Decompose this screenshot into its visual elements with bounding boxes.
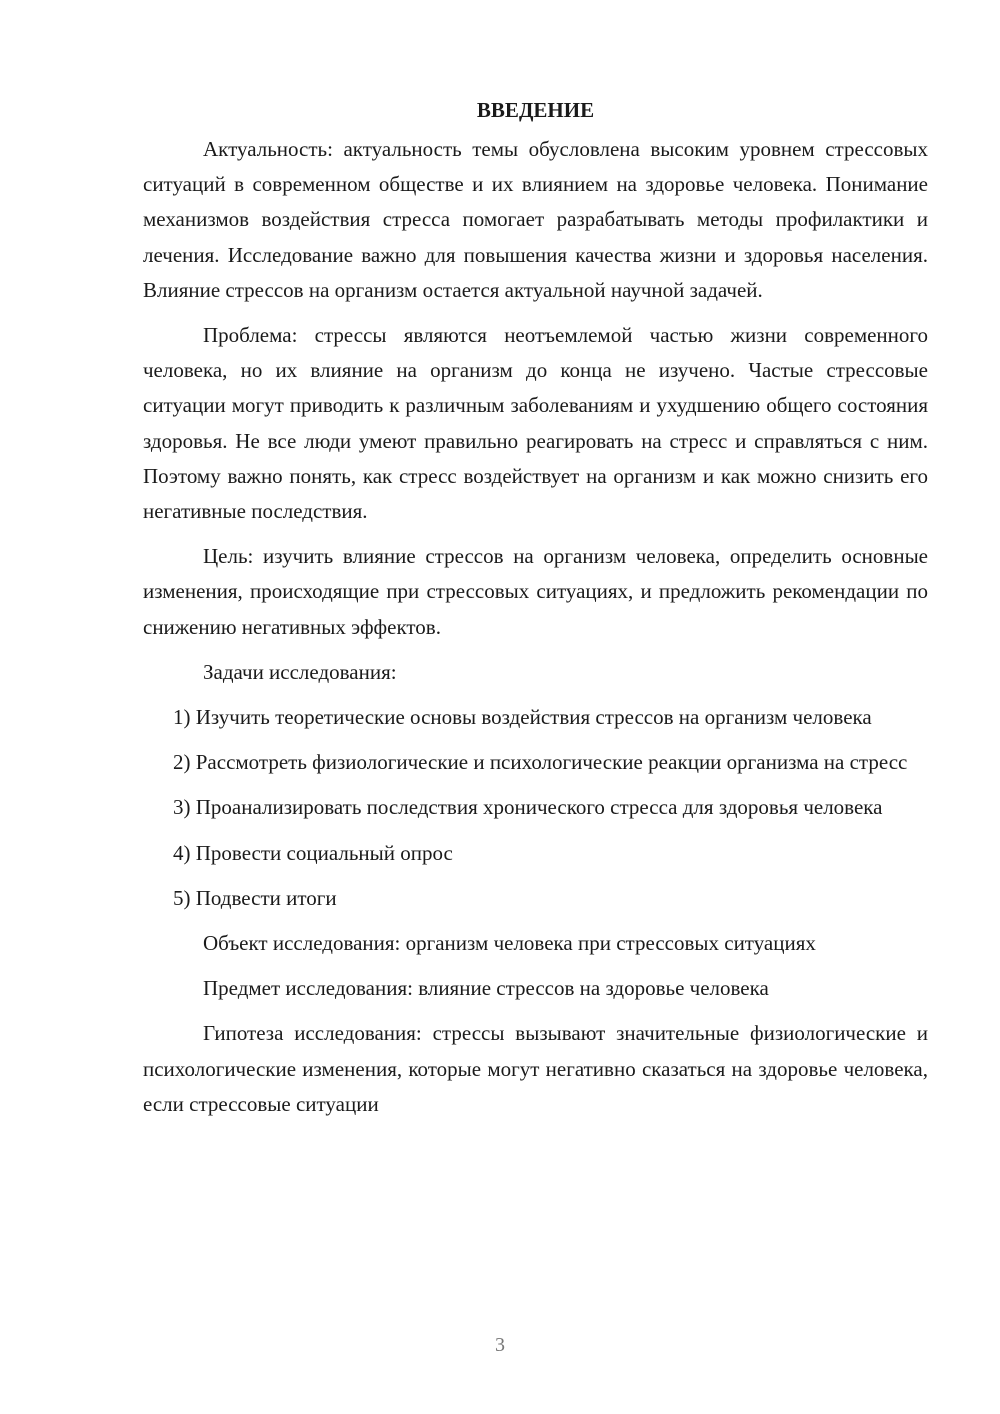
goal-paragraph: Цель: изучить влияние стрессов на организм человека, определить основные изменения, происходящие при стрессовых ситуациях, и предложить рекомендации по снижению негативных эффектов.: [143, 544, 928, 639]
page-title: ВВЕДЕНИЕ: [476, 98, 595, 122]
task-item: 2) Рассмотреть физиологические и психологические реакции организма на стресс: [173, 750, 908, 775]
tasks-heading: Задачи исследования:: [203, 659, 397, 684]
document-page: [143, 92, 928, 1132]
research-object: Объект исследования: организм человека при стрессовых ситуациях: [203, 931, 816, 956]
task-item: 4) Провести социальный опрос: [173, 840, 453, 865]
task-item: 1) Изучить теоретические основы воздействия стрессов на организм человека: [173, 705, 872, 730]
task-item: 3) Проанализировать последствия хронического стресса для здоровья человека: [173, 795, 883, 820]
relevance-paragraph: Актуальность: актуальность темы обусловлена высоким уровнем стрессовых ситуаций в современном обществе и их влиянием на здоровье человека. Понимание механизмов воздействия стресса помогает разрабатывать методы профилактики и лечения. Исследование важно для повышения качества жизни и здоровья населения. Влияние стрессов на организм остается актуальной научной задачей.: [143, 137, 928, 302]
task-item: 5) Подвести итоги: [173, 885, 337, 910]
problem-paragraph: Проблема: стрессы являются неотъемлемой частью жизни современного человека, но их влияние на организм до конца не изучено. Частые стрессовые ситуации могут приводить к различным заболеваниям и ухудшению общего состояния здоровья. Не все люди умеют правильно реагировать на стресс и справляться с ним. Поэтому важно понять, как стресс воздействует на организм и как можно снизить его негативные последствия.: [143, 323, 928, 524]
page-number: 3: [495, 1334, 505, 1356]
research-subject: Предмет исследования: влияние стрессов на здоровье человека: [203, 976, 769, 1001]
research-hypothesis: Гипотеза исследования: стрессы вызывают значительные физиологические и психологические изменения, которые могут негативно сказаться на здоровье человека, если стрессовые ситуации: [143, 1021, 928, 1116]
